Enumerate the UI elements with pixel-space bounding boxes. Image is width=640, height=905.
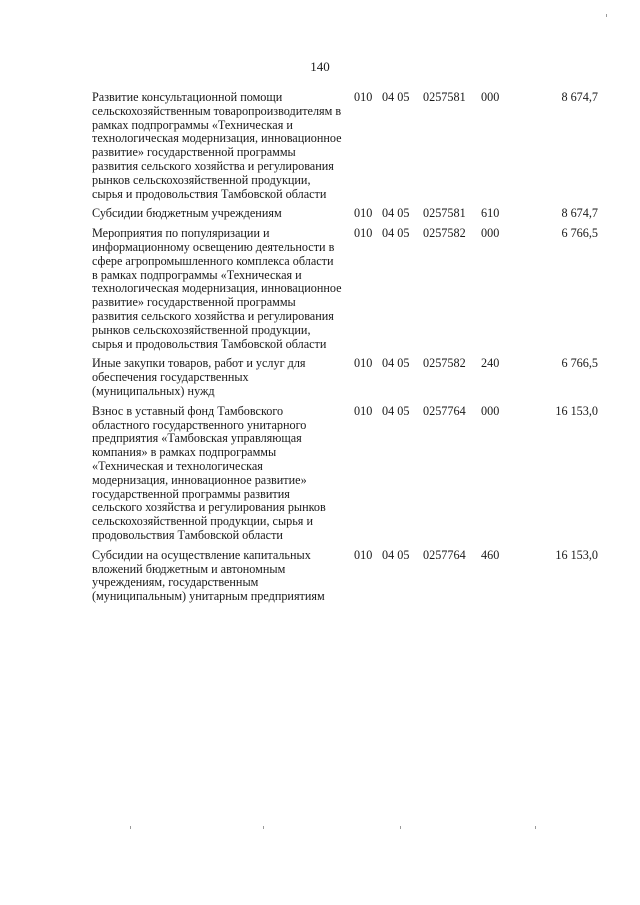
- row-name: Иные закупки товаров, работ и услуг для обеспечения государственных (муниципальных) нужд: [92, 356, 306, 398]
- row-target-code: 0257582: [423, 356, 466, 371]
- row-section-code: 04 05: [382, 356, 410, 371]
- row-amount: 8 674,7: [561, 90, 598, 104]
- row-target-code: 0257581: [423, 90, 466, 104]
- table-row: [92, 405, 598, 549]
- row-expense-code: 240: [481, 356, 500, 371]
- row-expense-code: 000: [481, 403, 500, 418]
- row-amount: 6 766,5: [561, 356, 598, 371]
- table-row: [92, 227, 598, 357]
- row-ministry-code: 010: [354, 206, 373, 221]
- scan-speck: [400, 826, 401, 829]
- row-target-code: 0257581: [423, 206, 466, 221]
- page-number: 140: [310, 59, 330, 74]
- row-expense-code: 610: [481, 206, 500, 221]
- row-ministry-code: 010: [354, 547, 373, 562]
- row-amount: 16 153,0: [555, 547, 598, 562]
- row-ministry-code: 010: [354, 90, 373, 104]
- row-section-code: 04 05: [382, 547, 410, 562]
- scan-speck: [130, 826, 131, 829]
- scan-speck: [606, 14, 607, 17]
- row-expense-code: 000: [481, 90, 500, 104]
- scan-speck: [263, 826, 264, 829]
- table-row: [92, 91, 598, 207]
- table-row: [92, 549, 598, 610]
- row-amount: 16 153,0: [555, 403, 598, 418]
- row-ministry-code: 010: [354, 403, 373, 418]
- budget-table: [92, 91, 598, 610]
- row-name: Взнос в уставный фонд Тамбовского областного государственного унитарного предприятия «Тамбовская управляющая компания» в рамках подпрограммы «Техническая и технологическая модернизация, инновационное развитие» государственной программы развития сельского хозяйства и регулирования рынков сельскохозяйственной продукции, сырья и продовольствия Тамбовской области: [92, 403, 326, 542]
- row-section-code: 04 05: [382, 90, 410, 104]
- table-row: [92, 357, 598, 404]
- row-name: Субсидии бюджетным учреждениям: [92, 206, 282, 221]
- row-target-code: 0257764: [423, 547, 466, 562]
- row-name: Субсидии на осуществление капитальных вложений бюджетным и автономным учреждениям, государственным (муниципальным) унитарным предприятиям: [92, 547, 325, 604]
- row-section-code: 04 05: [382, 226, 410, 241]
- row-name: Мероприятия по популяризации и информационному освещению деятельности в сфере агропромышленного комплекса области в рамках подпрограммы «Техническая и технологическая модернизация, инновационное развитие» государственной программы развития сельского хозяйства и регулирования рынков сельскохозяйственной продукции, сырья и продовольствия Тамбовской области: [92, 226, 342, 351]
- table-row: [92, 207, 598, 227]
- row-section-code: 04 05: [382, 403, 410, 418]
- row-amount: 6 766,5: [561, 226, 598, 241]
- row-expense-code: 000: [481, 226, 500, 241]
- row-name: Развитие консультационной помощи сельскохозяйственным товаропроизводителям в рамках подпрограммы «Техническая и технологическая модернизация, инновационное развитие» государственной программы развития сельского хозяйства и регулирования рынков сельскохозяйственной продукции, сырья и продовольствия Тамбовской области: [92, 90, 342, 201]
- row-ministry-code: 010: [354, 356, 373, 371]
- row-amount: 8 674,7: [561, 206, 598, 221]
- row-ministry-code: 010: [354, 226, 373, 241]
- scan-speck: [535, 826, 536, 829]
- row-expense-code: 460: [481, 547, 500, 562]
- row-section-code: 04 05: [382, 206, 410, 221]
- row-target-code: 0257582: [423, 226, 466, 241]
- row-target-code: 0257764: [423, 403, 466, 418]
